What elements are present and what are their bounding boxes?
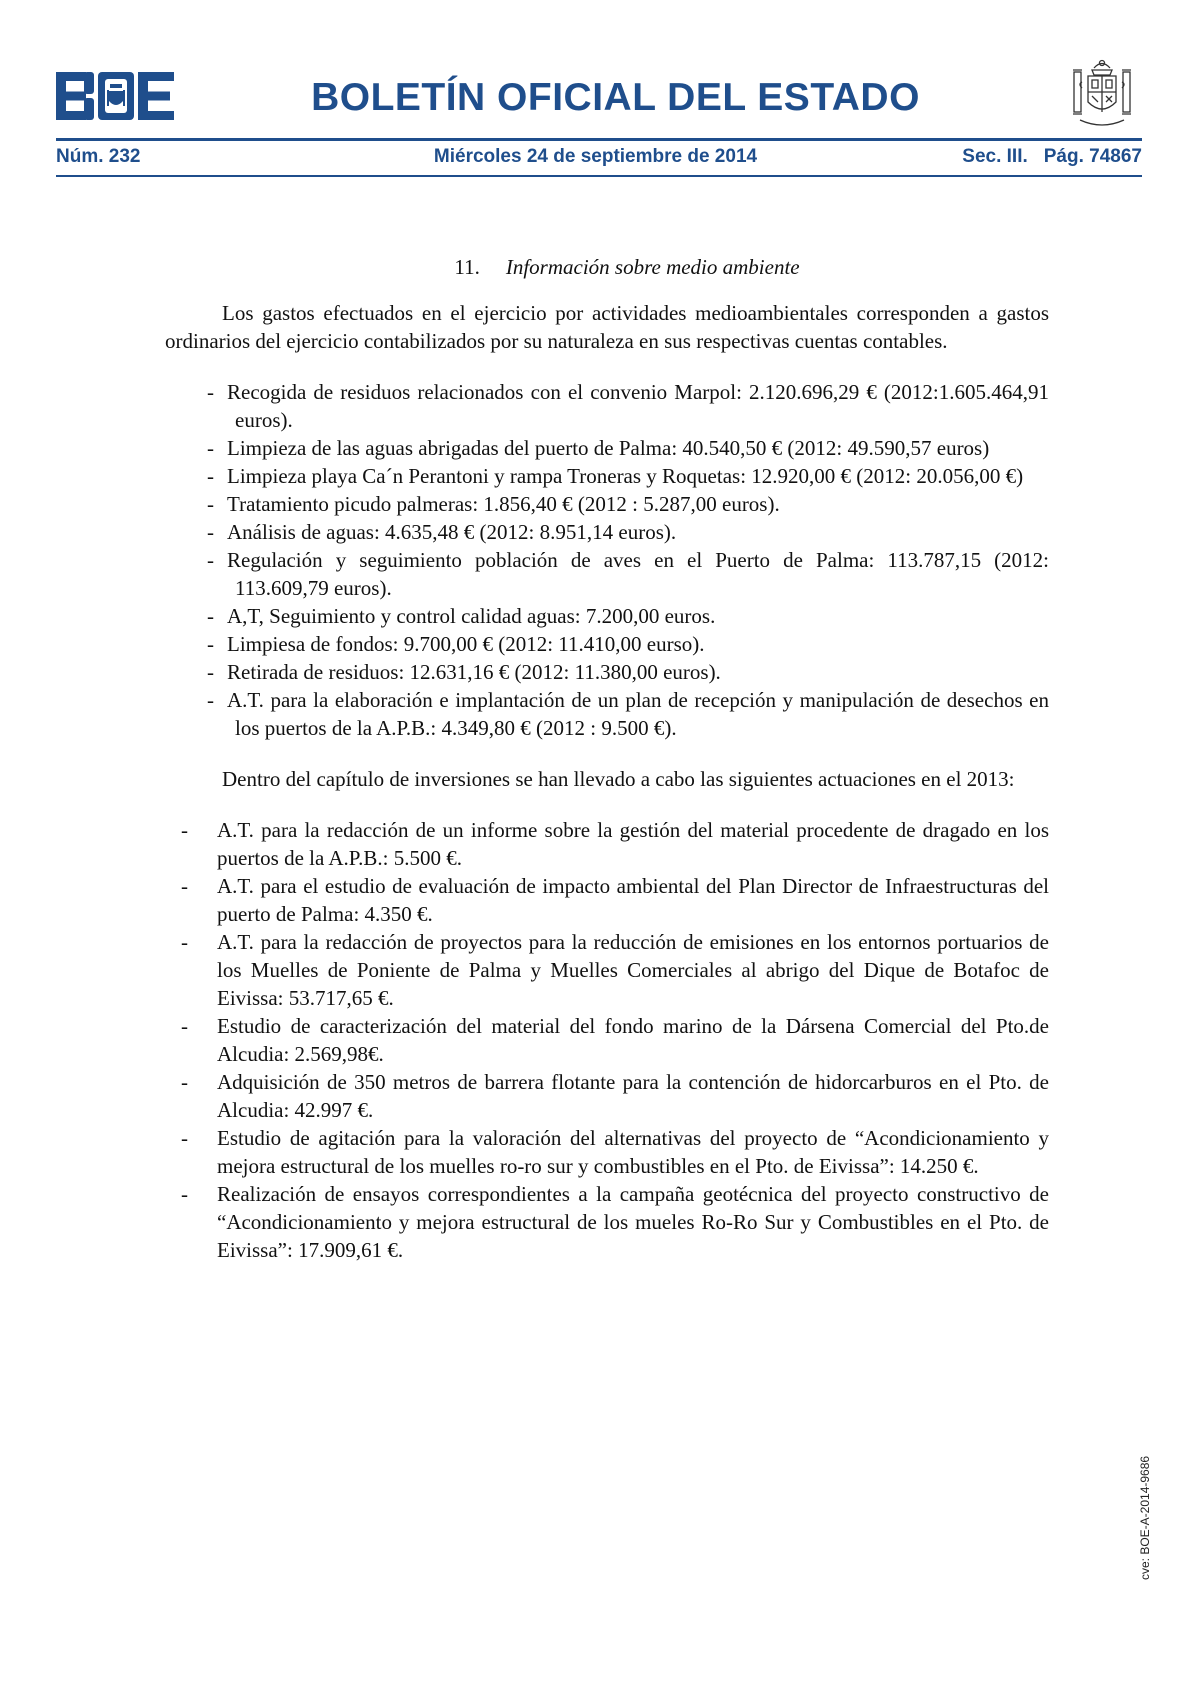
section-heading xyxy=(205,253,1049,281)
section-number: 11. xyxy=(454,255,480,279)
intro-paragraph: Los gastos efectuados en el ejercicio por actividades medioambientales corresponden a gastos ordinarios del ejercicio contabilizados por su naturaleza en sus respectivas cuentas contables. xyxy=(165,301,1049,353)
header-rule xyxy=(56,138,1142,141)
expenses-list xyxy=(165,378,1049,742)
list-item: - Regulación y seguimiento población de aves en el Puerto de Palma: 113.787,15 (2012: 113.609,79 euros). xyxy=(165,546,1049,602)
coat-of-arms-icon xyxy=(1070,58,1134,130)
list-item: - A.T. para la redacción de un informe sobre la gestión del material procedente de dragado en los puertos de la A.P.B.: 5.500 €. xyxy=(165,816,1049,872)
section-title: Información sobre medio ambiente xyxy=(505,255,800,279)
list-item: - Estudio de agitación para la valoración del alternativas del proyecto de “Acondicionamiento y mejora estructural de los muelles ro-ro sur y combustibles en el Pto. de Eivissa”: 14.250 €. xyxy=(165,1124,1049,1180)
section-page xyxy=(962,146,1142,168)
list-item: - A.T. para el estudio de evaluación de impacto ambiental del Plan Director de Infraestructuras del puerto de Palma: 4.350 €. xyxy=(165,872,1049,928)
header-rule-bottom xyxy=(56,175,1142,177)
page-number: Pág. 74867 xyxy=(1043,146,1142,167)
issue-date: Miércoles 24 de septiembre de 2014 xyxy=(433,146,758,167)
list-item: - Limpieza playa Ca´n Perantoni y rampa Troneras y Roquetas: 12.920,00 € (2012: 20.056,00 €) xyxy=(165,462,1049,490)
cve-identifier: cve: BOE-A-2014-9686 xyxy=(1138,1455,1152,1580)
section-label: Sec. III. xyxy=(962,146,1028,167)
list-item: - Estudio de caracterización del material del fondo marino de la Dársena Comercial del Pto.de Alcudia: 2.569,98€. xyxy=(165,1012,1049,1068)
document-body xyxy=(165,253,1049,1264)
list-item: - Limpieza de las aguas abrigadas del puerto de Palma: 40.540,50 € (2012: 49.590,57 euros) xyxy=(165,434,1049,462)
list-item: - Realización de ensayos correspondientes a la campaña geotécnica del proyecto constructivo de “Acondicionamiento y mejora estructural de los mueles Ro-Ro Sur y Combustibles en el Pto. de Eivissa”: 17.909,61 €. xyxy=(165,1180,1049,1264)
list-item: - A,T, Seguimiento y control calidad aguas: 7.200,00 euros. xyxy=(165,602,1049,630)
list-item: - A.T. para la redacción de proyectos para la reducción de emisiones en los entornos portuarios de los Muelles de Poniente de Palma y Muelles Comerciales al abrigo del Dique de Botafoc de Eivissa: 53.717,65 €. xyxy=(165,928,1049,1012)
list-item: - A.T. para la elaboración e implantación de un plan de recepción y manipulación de desechos en los puertos de la A.P.B.: 4.349,80 € (2012 : 9.500 €). xyxy=(165,686,1049,742)
list-item: - Adquisición de 350 metros de barrera flotante para la contención de hidorcarburos en el Pto. de Alcudia: 42.997 €. xyxy=(165,1068,1049,1124)
masthead-title: BOLETÍN OFICIAL DEL ESTADO xyxy=(311,76,920,119)
list-item: - Limpiesa de fondos: 9.700,00 € (2012: 11.410,00 eurso). xyxy=(165,630,1049,658)
issue-number: Núm. 232 xyxy=(56,146,141,167)
list-item: - Análisis de aguas: 4.635,48 € (2012: 8.951,14 euros). xyxy=(165,518,1049,546)
list-item: - Tratamiento picudo palmeras: 1.856,40 € (2012 : 5.287,00 euros). xyxy=(165,490,1049,518)
boe-logo xyxy=(56,72,176,120)
investments-paragraph: Dentro del capítulo de inversiones se han llevado a cabo las siguientes actuaciones en el 2013: xyxy=(222,767,1015,791)
investments-list xyxy=(165,816,1049,1264)
list-item: - Recogida de residuos relacionados con el convenio Marpol: 2.120.696,29 € (2012:1.605.464,91 euros). xyxy=(165,378,1049,434)
list-item: - Retirada de residuos: 12.631,16 € (2012: 11.380,00 euros). xyxy=(165,658,1049,686)
